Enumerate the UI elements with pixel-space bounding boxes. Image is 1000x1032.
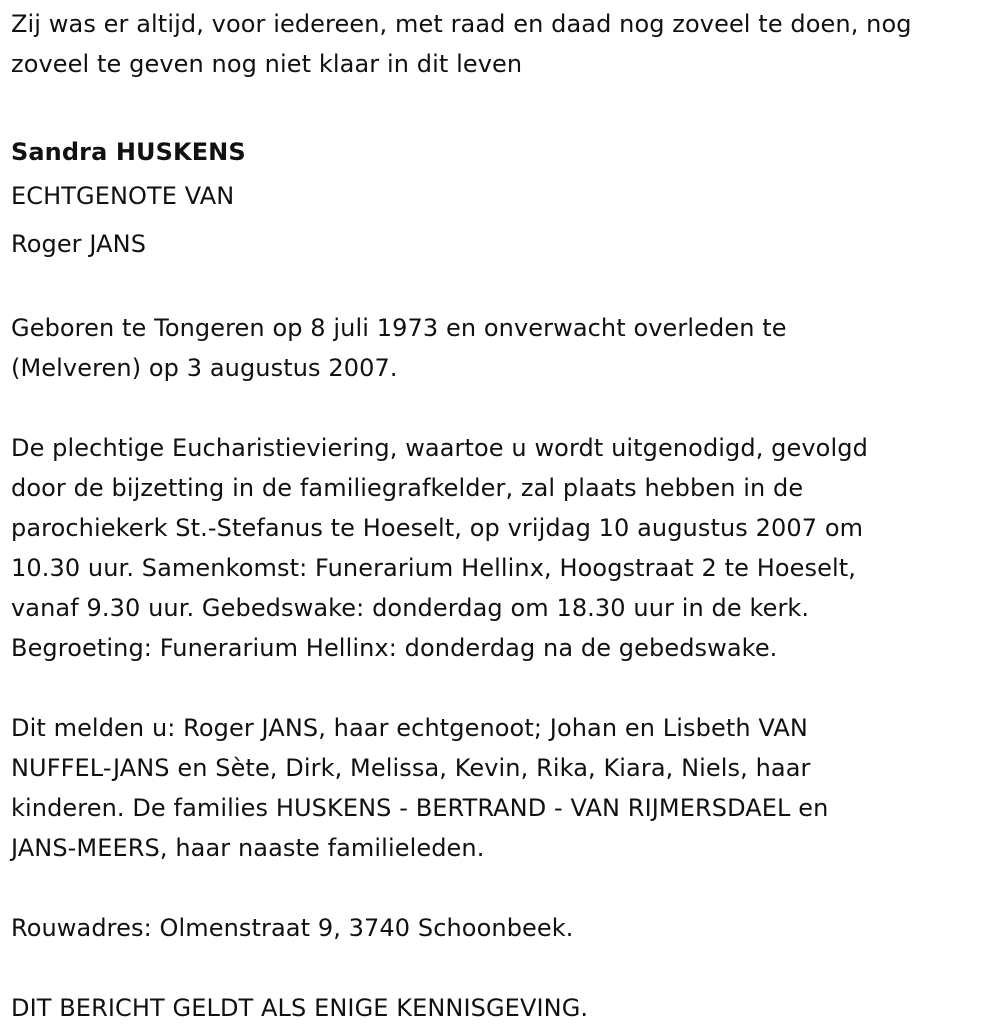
spouse-name: Roger JANS <box>11 230 147 258</box>
notice-text: DIT BERICHT GELDT ALS ENIGE KENNISGEVING. <box>11 994 589 1022</box>
birth-death-text: Geboren te Tongeren op 8 juli 1973 en onverwacht overleden te (Melveren) op 3 augustus 2007. <box>11 314 787 382</box>
address-text: Rouwadres: Olmenstraat 9, 3740 Schoonbeek. <box>11 914 574 942</box>
relation-text: ECHTGENOTE VAN <box>11 182 235 210</box>
obituary-document <box>11 4 996 1028</box>
family-text: Dit melden u: Roger JANS, haar echtgenoot; Johan en Lisbeth VAN NUFFEL-JANS en Sète, Dirk, Melissa, Kevin, Rika, Kiara, Niels, haar kinderen. De families HUSKENS - BERTRAND - VAN RIJMERSDAEL en JANS-MEERS, haar naaste familieleden. <box>11 714 829 862</box>
deceased-name: Sandra HUSKENS <box>11 138 246 166</box>
intro-text: Zij was er altijd, voor iedereen, met raad en daad nog zoveel te doen, nog zoveel te geven nog niet klaar in dit leven <box>11 10 912 78</box>
ceremony-text: De plechtige Eucharistieviering, waartoe u wordt uitgenodigd, gevolgd door de bijzetting in de familiegrafkelder, zal plaats hebben in de parochiekerk St.-Stefanus te Hoeselt, op vrijdag 10 augustus 2007 om 10.30 uur. Samenkomst: Funerarium Hellinx, Hoogstraat 2 te Hoeselt, vanaf 9.30 uur. Gebedswake: donderdag om 18.30 uur in de kerk. Begroeting: Funerarium Hellinx: donderdag na de gebedswake. <box>11 434 868 662</box>
